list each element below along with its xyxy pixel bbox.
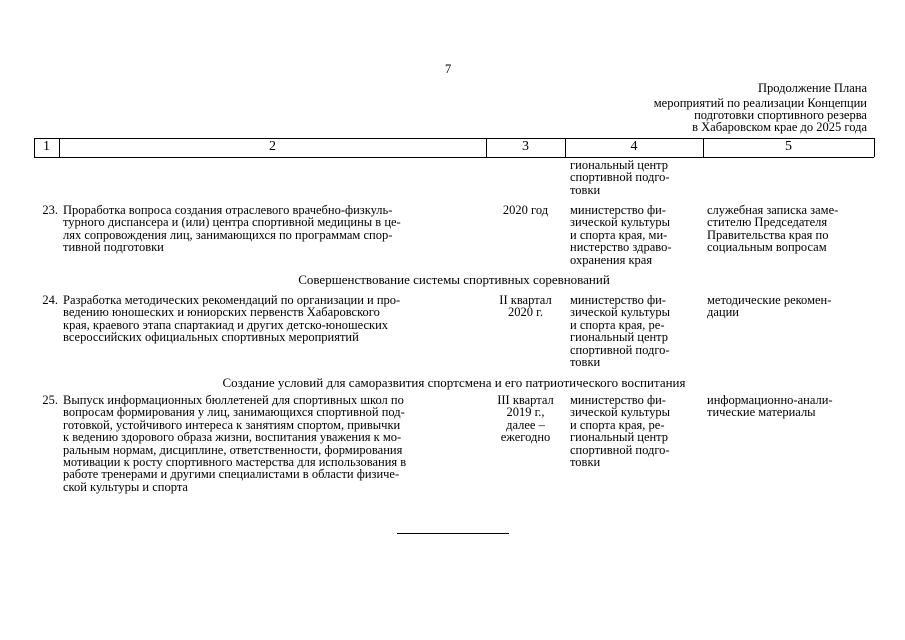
column-header-1: 1 [43, 139, 50, 154]
table-header-bottom-border [34, 157, 874, 158]
row-25-result: информационно-анали- тические материалы [707, 393, 833, 420]
row-23-number: 23. [42, 203, 58, 217]
heading-line-1: Продолжение Плана [758, 81, 867, 95]
row-24-deadline: II квартал 2020 г. [499, 293, 552, 320]
row-23-deadline: 2020 год [502, 203, 549, 217]
row-25-responsible: министерство фи- зической культуры и спорта края, ре- гиональный центр спортивной подго- товки [570, 393, 671, 470]
row-24-result: методические рекомен- дации [707, 293, 832, 320]
row-24-number: 24. [42, 293, 58, 307]
document-heading [654, 82, 867, 133]
section-heading: Совершенствование системы спортивных соревнований [298, 272, 610, 287]
carryover-cell: гиональный центр спортивной подго- товки [570, 158, 670, 197]
row-25-deadline: III квартал 2019 г., далее – ежегодно [497, 393, 554, 445]
footer-separator [397, 533, 509, 534]
row-24-responsible: министерство фи- зической культуры и спорта края, ре- гиональный центр спортивной подго- товки [570, 293, 671, 370]
row-25-description: Выпуск информационных бюллетеней для спортивных школ по вопросам формирования у лиц, занимающихся спортивной под- готовкой, устойчивого интереса к занятиям спортом, привычки к ведению здорового образа жизни, воспитания уважения к мо- ральным нормам, дисциплине, ответственности, формирования мотивации к росту спортивного мастерства для использования в работе тренерами и другими специалистами в области физиче- ской культуры и спорта [63, 393, 407, 494]
row-24-description: Разработка методических рекомендаций по организации и про- ведению юношеских и юниорских первенств Хабаровского края, краевого этапа спартакиад и других детско-юношеских всероссийских официальных спортивных мероприятий [63, 293, 401, 345]
section-heading: Создание условий для саморазвития спортсмена и его патриотического воспитания [222, 375, 686, 390]
column-header-4: 4 [630, 139, 638, 154]
row-23-result: служебная записка заме- стителю Председателя Правительства края по социальным вопросам [707, 203, 839, 255]
column-divider [874, 138, 875, 157]
column-header-2: 2 [269, 139, 276, 154]
row-23-description: Проработка вопроса создания отраслевого врачебно-физкуль- турного диспансера и (или) центра спортивной медицины в це- лях сопровождения лиц, занимающихся по программам спор- тивной подготовки [63, 203, 401, 255]
column-header-5: 5 [785, 139, 792, 154]
row-25-number: 25. [42, 393, 58, 407]
heading-line-2: мероприятий по реализации Концепции [653, 96, 867, 110]
heading-line-3: подготовки спортивного резерва [694, 108, 867, 122]
column-header-3: 3 [522, 139, 529, 154]
heading-line-4: в Хабаровском крае до 2025 года [692, 120, 867, 134]
page-number: 7 [445, 62, 452, 76]
row-23-responsible: министерство фи- зической культуры и спорта края, ми- нистерство здраво- охранения края [570, 203, 672, 267]
